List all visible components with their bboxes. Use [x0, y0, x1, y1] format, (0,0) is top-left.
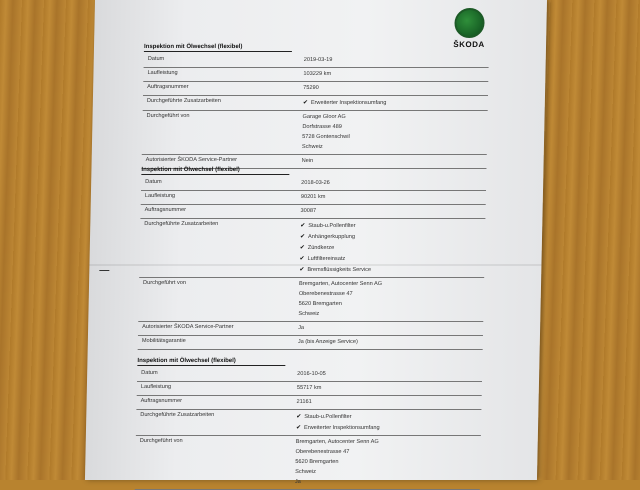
checkmark-icon: ✔ — [300, 223, 306, 229]
record-row — [137, 382, 482, 396]
value-line — [297, 384, 482, 394]
value-text: 2018-03-26 — [301, 180, 330, 186]
value-text: Schweiz — [295, 469, 317, 475]
value-text: 75290 — [303, 85, 319, 91]
record-row — [143, 82, 488, 96]
value-line — [299, 280, 484, 290]
value-line — [299, 254, 484, 265]
value-text: Zündkerze — [307, 245, 335, 251]
value-text: 5620 Bremgarten — [298, 301, 342, 307]
record-row — [138, 336, 483, 350]
value-line — [296, 438, 481, 448]
value-line — [301, 179, 486, 189]
field-value — [295, 177, 486, 190]
value-text: 103229 km — [303, 71, 332, 77]
field-label: Mobilitätsgarantie — [141, 338, 186, 344]
skoda-emblem-icon — [454, 8, 485, 38]
checkmark-icon: ✔ — [302, 100, 308, 106]
value-text: Ja (bis Anzeige Service) — [297, 339, 358, 345]
record-row — [138, 278, 484, 322]
value-line — [302, 157, 487, 167]
field-value — [292, 336, 483, 349]
field-value — [290, 396, 481, 409]
value-text: Erweiterter Inspektionsumfang — [303, 425, 380, 431]
value-line — [295, 468, 480, 478]
value-line — [299, 265, 484, 276]
field-value — [297, 68, 488, 81]
value-text: Bremgarten, Autocenter Senn AG — [298, 281, 383, 287]
value-text: Oberebenestrasse 47 — [298, 291, 353, 297]
value-text: Nein — [301, 158, 314, 164]
field-label: Auftragsnummer — [140, 398, 183, 404]
value-text: Dorfstrasse 489 — [302, 124, 342, 130]
value-line — [300, 232, 485, 243]
service-entry-3 — [135, 358, 483, 490]
field-label: Durchgeführte Zusatzarbeiten — [144, 221, 219, 227]
field-label: Autorisierter ŠKODA Service-Partner — [145, 157, 238, 163]
field-label: Datum — [145, 179, 162, 185]
skoda-logo — [444, 8, 495, 49]
checkmark-icon: ✔ — [299, 234, 306, 240]
value-line — [300, 207, 485, 217]
section-title: Inspektion mit Ölwechsel (flexibel) — [141, 167, 289, 175]
value-line — [298, 324, 483, 334]
field-value — [298, 54, 489, 67]
service-entry-1 — [141, 44, 489, 169]
value-text: 30087 — [300, 208, 317, 214]
record-row — [139, 219, 485, 278]
value-line — [295, 448, 480, 458]
value-text: Garage Gloor AG — [302, 114, 346, 120]
checkmark-icon: ✔ — [295, 425, 302, 431]
checkmark-icon: ✔ — [299, 245, 305, 251]
value-text: Oberebenestrasse 47 — [295, 449, 350, 455]
field-label: Autorisierter ŠKODA Service-Partner — [142, 324, 234, 330]
value-line — [302, 143, 487, 153]
value-line — [302, 113, 487, 123]
field-value — [290, 410, 482, 435]
value-text: 2016-10-05 — [297, 371, 326, 377]
value-text: Erweiterter Inspektionsumfang — [310, 100, 387, 106]
field-value — [293, 219, 485, 277]
record-row — [142, 111, 488, 155]
record-row — [143, 96, 488, 111]
value-line — [296, 398, 481, 408]
service-entry-2 — [138, 167, 487, 350]
value-line — [300, 243, 485, 254]
field-label: Durchgeführte Zusatzarbeiten — [146, 98, 221, 104]
value-line — [299, 300, 484, 310]
value-text: Bremgarten, Autocenter Senn AG — [295, 439, 379, 445]
value-line — [296, 412, 481, 423]
value-line — [303, 84, 488, 94]
value-text: Luftfiltereinsatz — [307, 256, 346, 262]
field-value — [297, 82, 488, 95]
value-text: 21161 — [296, 399, 312, 405]
field-value — [291, 368, 482, 381]
value-line — [303, 70, 488, 80]
value-text: Staub-u.Pollenfilter — [304, 414, 352, 420]
field-value — [292, 322, 483, 335]
field-label: Laufleistung — [147, 70, 178, 76]
section-title: Inspektion mit Ölwechsel (flexibel) — [144, 44, 292, 52]
record-row — [138, 322, 483, 336]
value-line — [298, 310, 483, 320]
checkmark-icon: ✔ — [299, 256, 305, 262]
field-value — [294, 205, 485, 218]
value-text: Staub-u.Pollenfilter — [308, 223, 356, 229]
value-text: Ja — [298, 325, 305, 331]
record-row — [136, 396, 481, 410]
value-line — [297, 370, 482, 380]
value-line — [301, 193, 486, 203]
record-row — [136, 410, 482, 436]
record-row — [137, 368, 482, 382]
checkmark-icon: ✔ — [299, 267, 305, 273]
field-label: Durchgeführte Zusatzarbeiten — [140, 412, 215, 418]
section-title: Inspektion mit Ölwechsel (flexibel) — [137, 358, 285, 366]
record-row — [143, 68, 488, 82]
field-value — [296, 111, 488, 154]
value-text: Anhängerkupplung — [307, 234, 356, 240]
field-value — [291, 382, 482, 395]
value-line — [295, 458, 480, 468]
field-value — [297, 96, 488, 110]
value-line — [298, 338, 483, 348]
value-text: Schweiz — [301, 144, 323, 150]
value-text: Ja — [294, 479, 301, 485]
record-row — [141, 191, 486, 205]
value-text: 90201 km — [300, 194, 326, 200]
field-value — [295, 191, 486, 204]
value-line — [302, 123, 487, 133]
value-line — [302, 133, 487, 143]
field-label: Auftragsnummer — [147, 84, 189, 90]
value-text: Schweiz — [298, 311, 320, 317]
field-label: Durchgeführt von — [143, 280, 187, 286]
logo-text: ŠKODA — [453, 40, 485, 49]
service-record-sheet — [85, 0, 547, 485]
value-text: Bremsflüssigkeits Service — [307, 267, 372, 273]
value-line — [303, 98, 488, 109]
field-label: Laufleistung — [140, 384, 172, 390]
value-line — [299, 290, 484, 300]
checkmark-icon: ✔ — [296, 414, 302, 420]
record-row — [144, 54, 489, 68]
field-label: Laufleistung — [144, 193, 176, 199]
value-line — [296, 423, 481, 434]
field-label: Auftragsnummer — [144, 207, 187, 213]
fold-mark — [99, 270, 109, 271]
value-text: 2019-03-19 — [303, 57, 333, 63]
field-value — [292, 278, 484, 321]
field-label: Durchgeführt von — [146, 113, 190, 119]
value-line — [295, 478, 480, 488]
record-row — [140, 205, 485, 219]
field-value — [289, 436, 481, 489]
value-text: 5728 Gontenschwil — [302, 134, 350, 140]
field-label: Datum — [141, 370, 158, 376]
value-text: 5620 Bremgarten — [295, 459, 339, 465]
field-label: Durchgeführt von — [139, 438, 183, 444]
field-label: Datum — [147, 56, 165, 62]
record-row — [141, 177, 486, 191]
record-row — [135, 436, 481, 490]
value-text: 55717 km — [296, 385, 322, 391]
value-line — [300, 221, 485, 232]
value-line — [304, 56, 489, 66]
